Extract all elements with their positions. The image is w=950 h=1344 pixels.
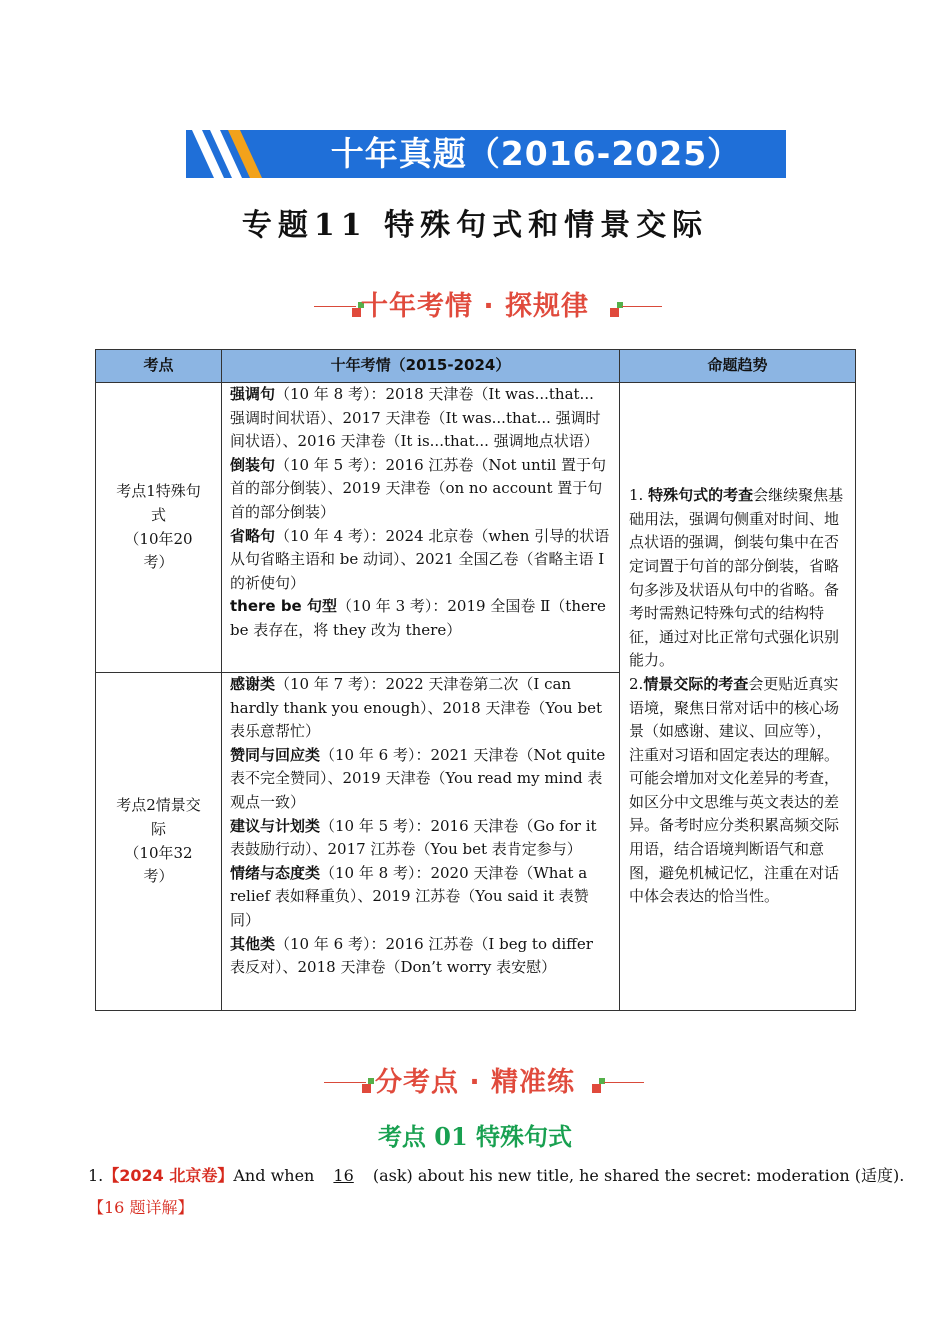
section-header-trends xyxy=(0,284,950,324)
point-cell xyxy=(96,673,222,1011)
decor-square-icon xyxy=(610,308,619,317)
question-text-after: (ask) about his new title, he shared the secret: moderation (适度). xyxy=(367,1166,905,1185)
point-label-line: 考点1特殊句 xyxy=(116,482,201,501)
question-text-before: And when xyxy=(233,1166,320,1185)
history-entry xyxy=(230,454,611,525)
entry-text: （10 年 6 考）：2016 江苏卷（I beg to differ 表反对）、2018 天津卷（Don’t worry 表安慰） xyxy=(230,934,593,977)
question-detail-link[interactable]: 【16 题详解】 xyxy=(88,1198,194,1217)
question-1 xyxy=(88,1163,904,1186)
table-header-row xyxy=(96,350,856,383)
header-trend: 命题趋势 xyxy=(620,350,856,383)
exam-analysis-table xyxy=(95,349,856,1011)
trend-prefix: 2. xyxy=(629,674,644,693)
entry-label: 赞同与回应类 xyxy=(230,745,321,764)
history-cell xyxy=(222,383,620,673)
question-source-tag: 【2024 北京卷】 xyxy=(103,1166,234,1185)
entry-text: （10 年 8 考）：2020 天津卷（What a relief 表如释重负）、2019 江苏卷（You said it 表赞同） xyxy=(230,863,589,929)
entry-text: （10 年 3 考）：2019 全国卷 Ⅱ（there be 表存在，将 they 改为 there） xyxy=(230,597,606,639)
decor-square-icon xyxy=(599,1078,605,1084)
decor-line-right xyxy=(604,1082,644,1083)
entry-text: （10 年 5 考）：2016 江苏卷（Not until 置于句首的部分倒装）、2019 天津卷（on no account 置于句首的部分倒装） xyxy=(230,455,607,521)
trend-entry xyxy=(629,673,846,909)
trend-entry xyxy=(629,484,846,673)
trend-prefix: 1. xyxy=(629,486,649,505)
entry-label: 倒装句 xyxy=(230,455,276,474)
entry-text: （10 年 5 考）：2016 天津卷（Go for it 表鼓励行动）、2017 江苏卷（You bet 表肯定参与） xyxy=(230,816,597,859)
point-label-line: （10年32 xyxy=(124,843,193,862)
entry-label: 情绪与态度类 xyxy=(230,863,321,882)
trend-label: 特殊句式的考查 xyxy=(648,486,754,505)
history-entry xyxy=(230,862,611,933)
entry-text: （10 年 4 考）：2024 北京卷（when 引导的状语从句省略主语和 be 动词）、2021 全国乙卷（省略主语 I 的祈使句） xyxy=(230,526,610,592)
trend-text: 会继续聚焦基础用法，强调句侧重对时间、地点状语的强调，倒装句集中在否定词置于句首的部分倒装，省略句多涉及状语从句中的省略。备考时需熟记特殊句式的结构特征，通过对比正常句式强化识别能力。 xyxy=(629,486,844,670)
decor-line-right xyxy=(622,306,662,307)
entry-label: there be 句型 xyxy=(230,597,337,616)
question-number: 1. xyxy=(88,1166,104,1185)
point-cell xyxy=(96,383,222,673)
entry-text: （10 年 7 考）：2022 天津卷第二次（I can hardly thank you enough）、2018 天津卷（You bet 表乐意帮忙） xyxy=(230,675,602,741)
history-entry xyxy=(230,933,611,980)
entry-label: 其他类 xyxy=(230,934,276,953)
history-entry xyxy=(230,595,611,642)
point-label-line: （10年20 xyxy=(124,529,193,548)
history-entry xyxy=(230,815,611,862)
entry-label: 省略句 xyxy=(230,526,276,545)
banner-stripes-icon xyxy=(186,130,286,178)
header-point: 考点 xyxy=(96,350,222,383)
history-entry xyxy=(230,383,611,454)
document-title: 专题11 特殊句式和情景交际 xyxy=(241,208,709,243)
header-history: 十年考情（2015-2024） xyxy=(222,350,620,383)
section-header-practice xyxy=(0,1060,950,1100)
history-cell xyxy=(222,673,620,1011)
decor-square-icon xyxy=(592,1084,601,1093)
history-entry xyxy=(230,744,611,815)
point-label-line: 际 xyxy=(150,819,166,838)
point-label-line: 考点2情景交 xyxy=(116,796,201,815)
entry-label: 建议与计划类 xyxy=(230,816,321,835)
entry-label: 强调句 xyxy=(230,385,276,403)
entry-text: （10 年 6 考）：2021 天津卷（Not quite 表不完全赞同）、2019 天津卷（You read my mind 表观点一致） xyxy=(230,745,606,811)
section-title: 十年考情 · 探规律 xyxy=(360,291,590,322)
point-label-line: 考） xyxy=(143,553,174,572)
table-row xyxy=(96,383,856,673)
decor-square-icon xyxy=(617,302,623,308)
point-label-line: 式 xyxy=(150,505,166,524)
trend-cell xyxy=(620,383,856,1011)
entry-text: （10 年 8 考）：2018 天津卷（It was...that... 强调时间状语）、2017 天津卷（It was...that... 强调时间状语）、2016 天津卷（It is...that... 强调地点状语） xyxy=(230,385,601,451)
point-label-line: 考） xyxy=(143,867,174,886)
history-entry xyxy=(230,525,611,596)
answer-blank[interactable]: 16 xyxy=(333,1166,354,1185)
trend-text: 会更贴近真实语境，聚焦日常对话中的核心场景（如感谢、建议、回应等），注重对习语和固定表达的理解。可能会增加对文化差异的考查，如区分中文思维与英文表达的差异。备考时应分类积累高频交际用语，结合语境判断语气和意图，避免机械记忆，注重在对话中体会表达的恰当性。 xyxy=(629,674,840,906)
history-entry xyxy=(230,673,611,744)
section-title: 分考点 · 精准练 xyxy=(374,1067,576,1098)
entry-label: 感谢类 xyxy=(230,675,276,693)
top-banner xyxy=(186,130,786,178)
trend-label: 情景交际的考查 xyxy=(643,674,749,693)
banner-title: 十年真题（2016-2025） xyxy=(330,134,742,173)
kp01-title: 考点 01 特殊句式 xyxy=(377,1122,573,1151)
